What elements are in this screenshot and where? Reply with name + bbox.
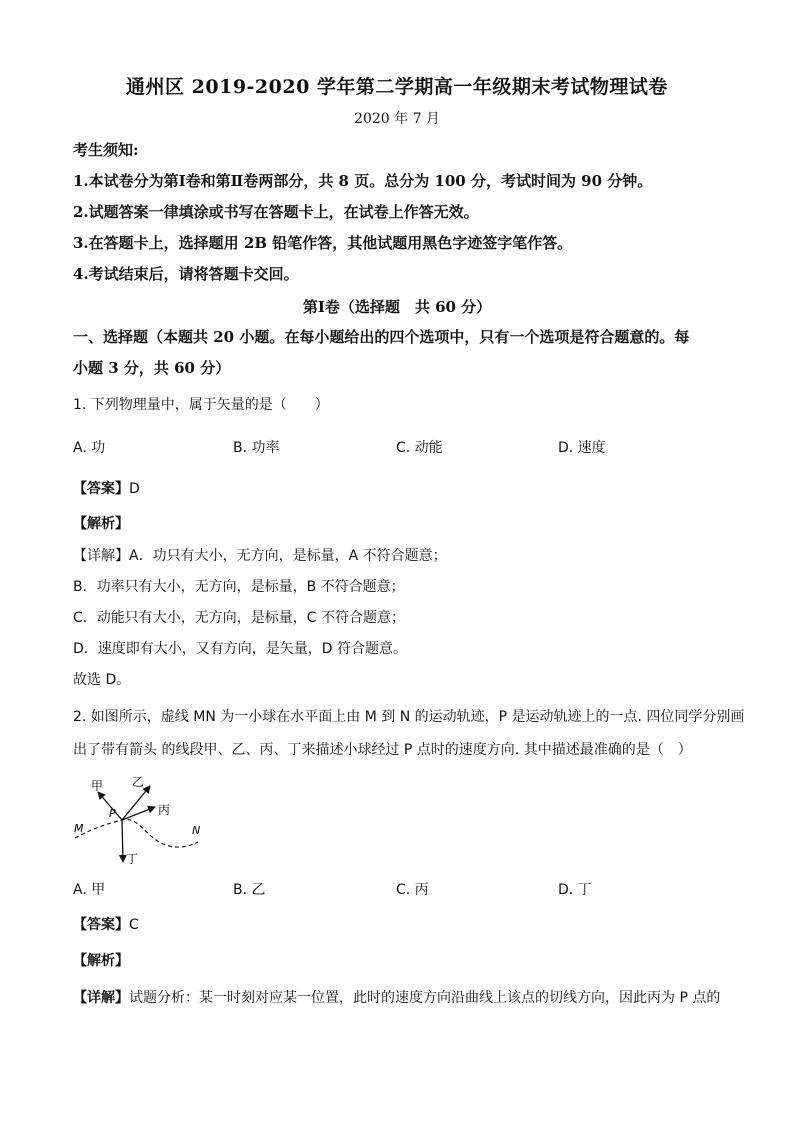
q1-detail-tag: 【详解】 — [73, 548, 129, 564]
trajectory-figure — [70, 770, 220, 870]
arrow-ding — [122, 820, 123, 862]
label-m: M — [74, 822, 84, 835]
q1-answer — [73, 479, 140, 499]
section-instruction-2: 小题 3 分，共 60 分） — [73, 359, 231, 377]
q1-answer-tag: 【答案】 — [73, 481, 129, 497]
page-title: 通州区 2019-2020 学年第二学期高一年级期末考试物理试卷 — [126, 76, 668, 98]
q2-stem-line-1: 2. 如图所示，虚线 MN 为一小球在水平面上由 M 到 N 的运动轨迹，P 是运动轨迹上的一点. 四位同学分别画 — [73, 709, 745, 725]
notice-item-2: 2.试题答案一律填涂或书写在答题卡上，在试卷上作答无效。 — [73, 203, 479, 221]
exam-date: 2020 年 7 月 — [354, 111, 440, 127]
q1-detail-line-3: C．动能只有大小，无方向，是标量，C 不符合题意； — [73, 610, 405, 626]
section-instruction-1: 一、选择题（本题共 20 小题。在每小题给出的四个选项中，只有一个选项是符合题意的。每 — [73, 328, 690, 346]
q2-option-d: D. 丁 — [558, 882, 592, 898]
q1-detail-line-2: B．功率只有大小，无方向，是标量，B 不符合题意； — [73, 579, 405, 595]
q2-option-b: B. 乙 — [233, 882, 266, 898]
q2-answer — [73, 915, 139, 935]
q2-analysis-tag: 【解析】 — [73, 953, 129, 969]
q1-option-c: C. 动能 — [396, 440, 443, 456]
label-jia: 甲 — [91, 779, 104, 793]
q2-answer-tag: 【答案】 — [73, 917, 129, 933]
q2-answer-value: C — [129, 917, 139, 933]
q1-option-a: A. 功 — [73, 440, 106, 456]
q1-answer-value: D — [129, 481, 140, 497]
q1-detail-line-4: D．速度即有大小，又有方向，是矢量，D 符合题意。 — [73, 641, 408, 657]
q1-detail-line-1 — [73, 546, 447, 566]
q1-option-d: D. 速度 — [558, 440, 606, 456]
label-yi: 乙 — [132, 775, 145, 789]
q1-option-b: B. 功率 — [233, 440, 280, 456]
notice-item-3: 3.在答题卡上，选择题用 2B 铅笔作答，其他试题用黑色字迹签字笔作答。 — [73, 234, 573, 252]
q2-detail-line-1 — [73, 988, 720, 1008]
section-heading: 第Ⅰ卷（选择题 共 60 分） — [302, 298, 492, 316]
q2-option-a: A. 甲 — [73, 882, 106, 898]
q1-detail-line-5: 故选 D。 — [73, 672, 131, 688]
notice-item-4: 4.考试结束后，请将答题卡交回。 — [73, 265, 299, 283]
trajectory-curve — [75, 819, 201, 847]
label-p: P — [109, 807, 116, 820]
q1-detail-text-1: A．功只有大小，无方向，是标量，A 不符合题意； — [129, 548, 447, 564]
q2-option-c: C. 丙 — [396, 882, 429, 898]
q2-detail-tag: 【详解】 — [73, 990, 129, 1006]
notice-heading: 考生须知: — [73, 141, 139, 159]
q2-stem-line-2: 出了带有箭头 的线段甲、乙、丙、丁来描述小球经过 P 点时的速度方向. 其中描述最准确的是（ ） — [73, 742, 692, 758]
notice-item-1: 1.本试卷分为第Ⅰ卷和第Ⅱ卷两部分，共 8 页。总分为 100 分，考试时间为 90 分钟。 — [73, 172, 653, 190]
label-bing: 丙 — [158, 803, 171, 817]
label-n: N — [192, 824, 201, 837]
q2-detail-text: 试题分析：某一时刻对应某一位置，此时的速度方向沿曲线上该点的切线方向，因此丙为 P 点的 — [129, 990, 721, 1006]
q1-analysis-tag: 【解析】 — [73, 516, 129, 532]
label-ding: 丁 — [126, 852, 139, 866]
q1-stem: 1. 下列物理量中，属于矢量的是（ ） — [73, 397, 329, 413]
